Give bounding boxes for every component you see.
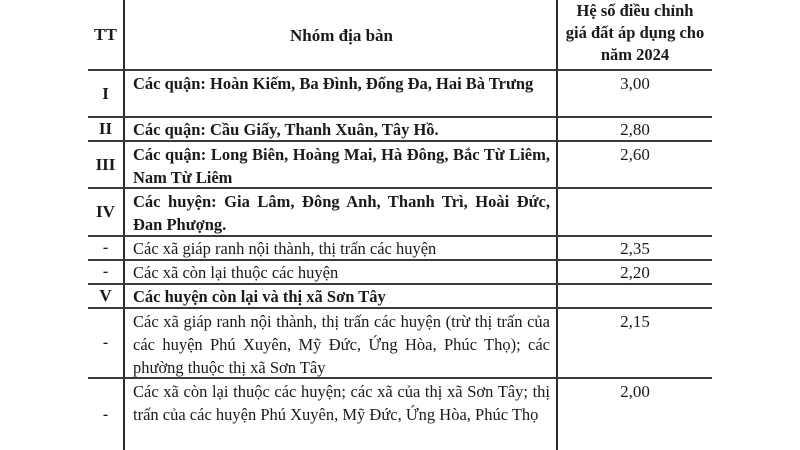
- table-row: [88, 309, 712, 379]
- row-value: [558, 189, 712, 235]
- row-tt: -: [102, 405, 109, 423]
- row-tt: -: [102, 334, 109, 351]
- row-name: Các quận: Hoàn Kiếm, Ba Đình, Đống Đa, Hai Bà Trưng: [123, 71, 558, 116]
- row-tt: IV: [96, 202, 115, 221]
- table-row: [88, 379, 712, 450]
- row-value: 2,60: [620, 145, 650, 164]
- row-value: 2,00: [620, 382, 650, 401]
- row-name: Các xã giáp ranh nội thành, thị trấn các huyện: [123, 237, 558, 259]
- header-coefficient-line3: năm 2024: [600, 45, 670, 64]
- row-name: Các xã còn lại thuộc các huyện; các xã của thị xã Sơn Tây; thị trấn của các huyện Phú Xuyên, Mỹ Đức, Ứng Hòa, Phúc Thọ: [123, 379, 558, 450]
- row-name: Các huyện còn lại và thị xã Sơn Tây: [123, 285, 558, 307]
- row-tt: III: [95, 154, 116, 174]
- row-name: Các quận: Long Biên, Hoàng Mai, Hà Đông, Bắc Từ Liêm, Nam Từ Liêm: [123, 142, 558, 187]
- header-coefficient: [558, 0, 712, 69]
- row-name: Các huyện: Gia Lâm, Đông Anh, Thanh Trì, Hoài Đức, Đan Phượng.: [123, 189, 558, 235]
- row-name: Các xã giáp ranh nội thành, thị trấn các huyện (trừ thị trấn của các huyện Phú Xuyên, Mỹ Đức, Ứng Hòa, Phúc Thọ); các phường thuộc thị xã Sơn Tây: [123, 309, 558, 377]
- row-value: 2,80: [620, 120, 650, 139]
- row-value: [558, 285, 712, 307]
- row-tt: -: [102, 239, 109, 256]
- table-row: [88, 118, 712, 142]
- table-header-row: [88, 0, 712, 71]
- table-row: [88, 71, 712, 118]
- row-value: 2,15: [620, 312, 650, 331]
- table-row: [88, 142, 712, 189]
- row-name: Các xã còn lại thuộc các huyện: [123, 261, 558, 283]
- table-row: [88, 285, 712, 309]
- row-tt: II: [98, 119, 113, 138]
- table-row: [88, 237, 712, 261]
- header-coefficient-line1: Hệ số điều chỉnh: [576, 1, 694, 20]
- row-tt: I: [102, 83, 109, 103]
- table-row: [88, 189, 712, 237]
- header-group: Nhóm địa bàn: [123, 0, 558, 69]
- row-value: 2,35: [620, 239, 650, 258]
- row-value: 3,00: [620, 74, 650, 93]
- row-tt: V: [99, 286, 112, 305]
- header-tt: TT: [94, 24, 117, 44]
- row-name: Các quận: Cầu Giấy, Thanh Xuân, Tây Hồ.: [123, 118, 558, 140]
- row-tt: -: [102, 263, 109, 280]
- header-coefficient-line2: giá đất áp dụng cho: [565, 23, 705, 42]
- table-row: [88, 261, 712, 285]
- row-value: 2,20: [620, 263, 650, 282]
